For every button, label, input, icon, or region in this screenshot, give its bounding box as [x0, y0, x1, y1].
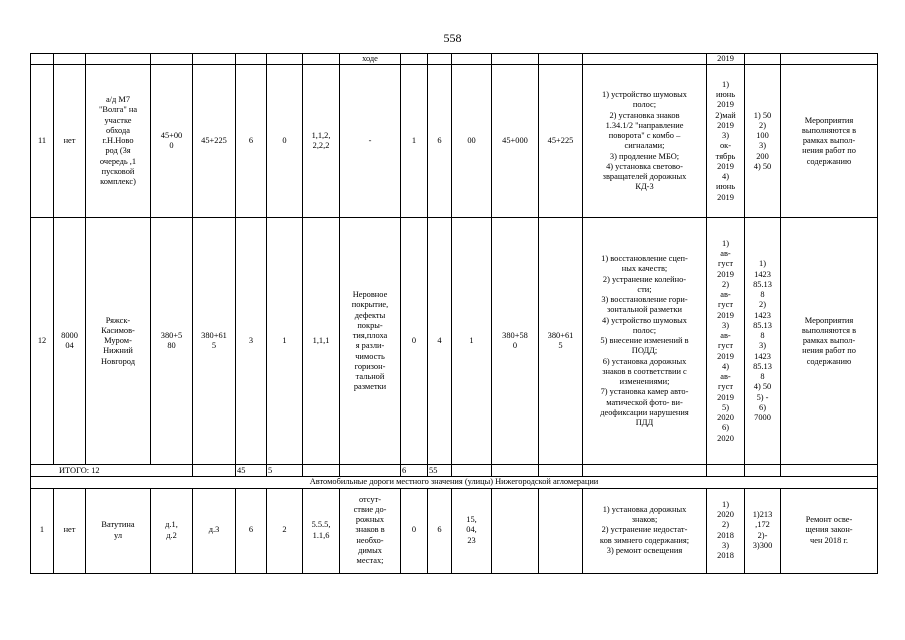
table-cell: -	[340, 65, 401, 218]
section-header: Автомобильные дороги местного значения (улицы) Нижегородской агломерации	[31, 477, 878, 488]
table-cell: 380+58 0	[492, 218, 539, 465]
table-cell: 1) 1423 85.13 8 2) 1423 85.13 8 3) 1423 85.13 8 4) 50 5) - 6) 7000	[745, 218, 781, 465]
table-cell: Ремонт осве- щения закон- чен 2018 г.	[781, 488, 878, 573]
table-cell: 0	[401, 488, 428, 573]
table-cell: Неровное покрытие, дефекты покры- тия,плоха я разли- чимость горизон- тальной разметки	[340, 218, 401, 465]
table-cell: а/д М7 "Волга" на участке обхода г.Н.Ново род (3я очередь ,1 пусковой комплекс)	[86, 65, 151, 218]
table-cell: 15, 04, 23	[452, 488, 492, 573]
table-cell: 3	[236, 218, 267, 465]
total-cell: 55	[428, 465, 452, 477]
table-cell: 1	[31, 488, 54, 573]
table-cell: 6	[428, 65, 452, 218]
table-cell: 00	[452, 65, 492, 218]
table-cell: Мероприятия выполняются в рамках выпол- нения работ по содержанию	[781, 65, 878, 218]
table-row	[31, 218, 878, 465]
continuation-row	[31, 54, 878, 65]
total-row	[31, 465, 878, 477]
table-row	[31, 65, 878, 218]
table-cell: 1) восстановление сцеп- ных качеств; 2) устранение колейно- сти; 3) восстановление гори- зонтальной разметки 4) устройство шумовых полос; 5) внесение изменений в ПОДД; 6) установка дорожных знаков в соответствии с изменениями; 7) установка камер авто- матической фото- ви- деофиксации нарушения ПДД	[583, 218, 707, 465]
table-cell: 1) устройство шумовых полос; 2) установка знаков 1.34.1/2 "направление поворота" с комбо – сигналами; 3) продление МБО; 4) установка светово- звращателей дорожных КД-3	[583, 65, 707, 218]
table-cell: 6	[236, 65, 267, 218]
table-cell: д.3	[193, 488, 236, 573]
table-cell: ходе	[340, 54, 401, 65]
table-cell: отсут- ствие до- рожных знаков в необхо- димых местах;	[340, 488, 401, 573]
table-cell: 1	[267, 218, 303, 465]
table-cell: 45+225	[193, 65, 236, 218]
table-cell: 1) 50 2) 100 3) 200 4) 50	[745, 65, 781, 218]
table-cell: 2019	[707, 54, 745, 65]
total-cell: 6	[401, 465, 428, 477]
table-cell: 1) июнь 2019 2)май 2019 3) ок- тябрь 2019 4) июнь 2019	[707, 65, 745, 218]
total-label: ИТОГО: 12	[31, 465, 193, 477]
total-cell: 5	[267, 465, 303, 477]
table-cell	[539, 488, 583, 573]
table-cell: 0	[267, 65, 303, 218]
table-cell: 45+225	[539, 65, 583, 218]
table-cell: 45+00 0	[151, 65, 193, 218]
table-cell: 380+5 80	[151, 218, 193, 465]
table-cell: 6	[428, 488, 452, 573]
total-cell: 45	[236, 465, 267, 477]
table-cell: 0	[401, 218, 428, 465]
table-cell: 1) ав- густ 2019 2) ав- густ 2019 3) ав- густ 2019 4) ав- густ 2019 5) 2020 6) 2020	[707, 218, 745, 465]
table-cell: Ряжск- Касимов- Муром- Нижний Новгород	[86, 218, 151, 465]
table-cell: 12	[31, 218, 54, 465]
table-cell: 11	[31, 65, 54, 218]
table-cell: 1	[401, 65, 428, 218]
table-cell: 1,1,1	[303, 218, 340, 465]
table-cell: 5.5.5, 1.1,6	[303, 488, 340, 573]
table-cell: Мероприятия выполняются в рамках выпол- нения работ по содержанию	[781, 218, 878, 465]
table-row	[31, 488, 878, 573]
road-safety-table	[30, 53, 878, 574]
table-cell: 45+000	[492, 65, 539, 218]
table-cell	[492, 488, 539, 573]
section-header-row	[31, 477, 878, 488]
table-cell: 380+61 5	[193, 218, 236, 465]
table-cell: д.1, д.2	[151, 488, 193, 573]
table-cell: 8000 04	[54, 218, 86, 465]
table-cell: 2	[267, 488, 303, 573]
page-number: 558	[443, 31, 462, 45]
table-cell: нет	[54, 488, 86, 573]
table-cell: 1,1,2, 2,2,2	[303, 65, 340, 218]
table-cell: 1	[452, 218, 492, 465]
table-cell: Ватутина ул	[86, 488, 151, 573]
table-cell: 1) установка дорожных знаков; 2) устранение недостат- ков зимнего содержания; 3) ремонт освещения	[583, 488, 707, 573]
table-cell: 6	[236, 488, 267, 573]
table-cell: 1)213 ,172 2)- 3)300	[745, 488, 781, 573]
table-cell: 1) 2020 2) 2018 3) 2018	[707, 488, 745, 573]
table-cell: 4	[428, 218, 452, 465]
table-cell: 380+61 5	[539, 218, 583, 465]
table-cell: нет	[54, 65, 86, 218]
